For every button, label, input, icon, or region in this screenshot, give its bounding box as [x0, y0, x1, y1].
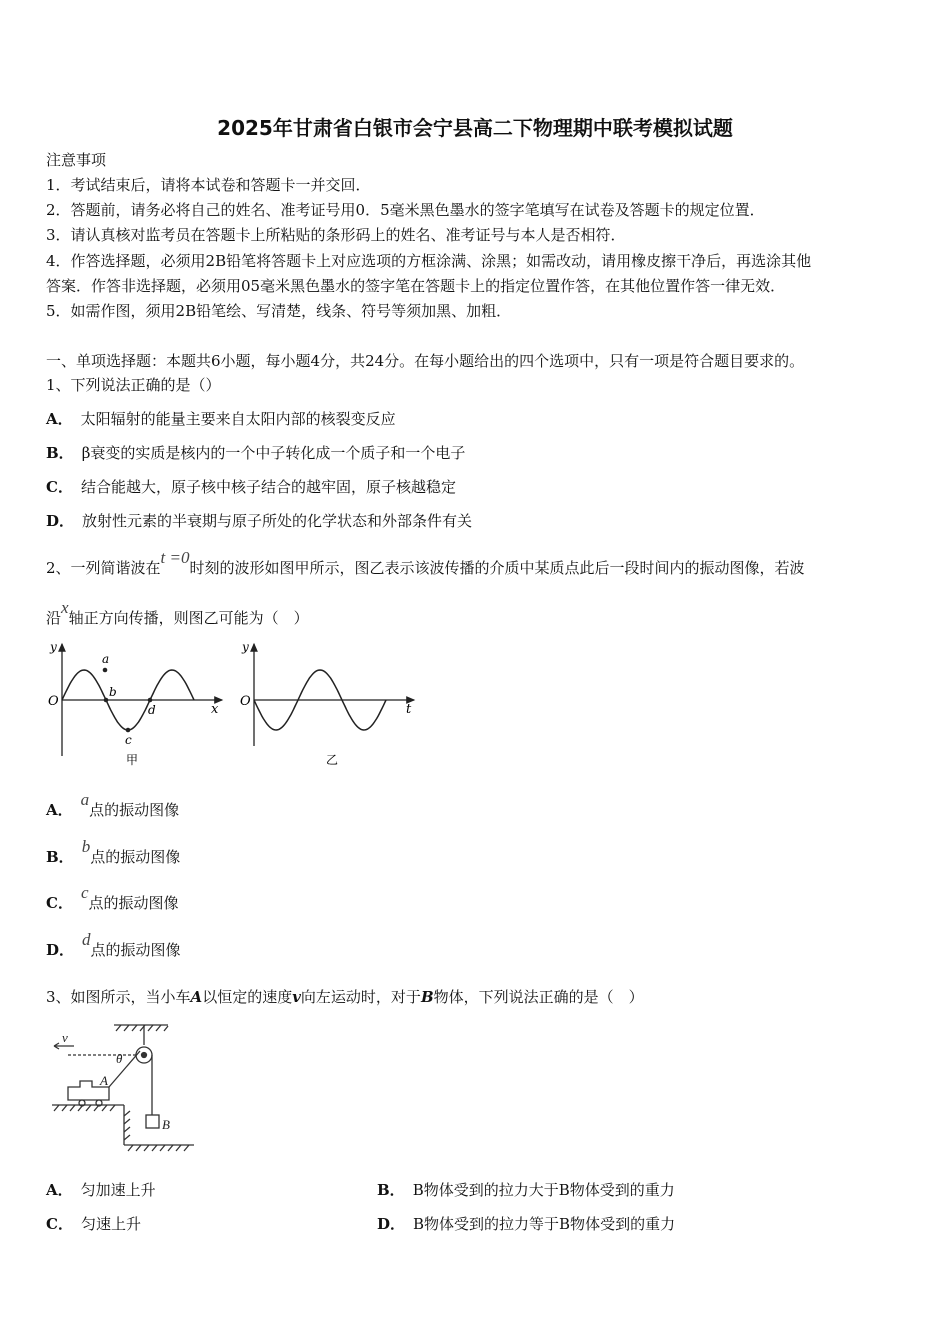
option-text: 太阳辐射的能量主要来自太阳内部的核裂变反应 [80, 410, 396, 428]
q1-option-b[interactable] [46, 443, 465, 463]
q3-option-a[interactable] [46, 1180, 156, 1200]
option-text: B物体受到的拉力等于B物体受到的重力 [413, 1215, 676, 1233]
figure-label-jia: 甲 [126, 753, 139, 767]
theta-label: θ [116, 1051, 123, 1066]
option-key: C． [46, 894, 73, 912]
pulley-cart-figure [44, 1015, 204, 1160]
math-t0: t =0 [160, 548, 190, 567]
stem-text: 3、如图所示，当小车 [46, 988, 191, 1006]
option-text: 结合能越大，原子核中核子结合的越牢固，原子核越稳定 [80, 478, 456, 496]
math-v: v [292, 988, 301, 1006]
block-b-label: B [162, 1117, 170, 1132]
q1-option-d[interactable] [46, 511, 472, 531]
notice-item: 5．如需作图，须用2B铅笔绘、写清楚，线条、符号等须加黑、加粗． [46, 302, 512, 320]
option-text: 点的振动图像 [89, 801, 180, 819]
option-text: 匀速上升 [80, 1215, 141, 1233]
notice-heading: 注意事项 [46, 151, 107, 169]
math-A: A [190, 988, 203, 1006]
math-B: B [420, 988, 434, 1006]
axis-y-label: y [50, 640, 57, 654]
q2-option-d[interactable] [46, 930, 181, 960]
q1-option-a[interactable] [46, 409, 396, 429]
notice-item: 答案．作答非选择题，必须用05毫米黑色墨水的签字笔在答题卡上的指定位置作答，在其他位置作答一律无效． [46, 277, 786, 295]
page-title: 2025年甘肃省白银市会宁县高二下物理期中联考模拟试题 [217, 116, 733, 140]
option-text: 点的振动图像 [90, 941, 181, 959]
question-2-stem [46, 548, 805, 578]
option-key: C． [46, 478, 73, 496]
q2-option-b[interactable] [46, 837, 181, 867]
option-key: B． [377, 1181, 405, 1199]
q3-option-b[interactable] [377, 1180, 675, 1200]
point-d-label: d [148, 703, 156, 717]
notice-item: 2．答题前，请务必将自己的姓名、准考证号用0．5毫米黑色墨水的签字笔填写在试卷及答题卡的规定位置． [46, 201, 765, 219]
stem-text: 物体，下列说法正确的是（ ） [433, 988, 644, 1006]
option-key: D． [377, 1215, 406, 1233]
option-key: A． [46, 410, 73, 428]
stem-text: 时刻的波形如图甲所示，图乙表示该波传播的介质中某质点此后一段时间内的振动图像，若波 [189, 559, 805, 577]
question-2-stem-cont [46, 598, 309, 628]
q3-option-c[interactable] [46, 1214, 141, 1234]
option-key: A． [46, 801, 73, 819]
option-text: 点的振动图像 [90, 848, 181, 866]
axis-y-label: y [242, 640, 249, 654]
option-text: B物体受到的拉力大于B物体受到的重力 [412, 1181, 675, 1199]
q3-option-d[interactable] [377, 1214, 675, 1234]
math-var: a [80, 790, 90, 809]
question-1-stem: 1、下列说法正确的是（） [46, 376, 221, 394]
stem-text: 向左运动时，对于 [300, 988, 421, 1006]
math-var: d [82, 930, 91, 949]
option-text: 匀加速上升 [80, 1181, 156, 1199]
q1-option-c[interactable] [46, 477, 456, 497]
option-key: A． [46, 1181, 73, 1199]
stem-text: 以恒定的速度 [202, 988, 293, 1006]
point-a-label: a [102, 652, 110, 666]
vibration-figure-yi [236, 636, 421, 771]
math-var: b [81, 837, 91, 856]
stem-text: 2、一列简谐波在 [46, 559, 161, 577]
section-heading: 一、单项选择题：本题共6小题，每小题4分，共24分。在每小题给出的四个选项中，只有一项是符合题目要求的。 [46, 352, 805, 370]
option-text: β衰变的实质是核内的一个中子转化成一个质子和一个电子 [81, 444, 466, 462]
cart-a-label: A [100, 1073, 108, 1088]
option-text: 点的振动图像 [88, 894, 179, 912]
option-key: D． [46, 512, 75, 530]
point-c-label: c [125, 733, 132, 747]
wave-figure-jia [44, 636, 229, 771]
option-text: 放射性元素的半衰期与原子所处的化学状态和外部条件有关 [82, 512, 473, 530]
stem-text: 沿 [46, 609, 62, 627]
option-key: B． [46, 444, 74, 462]
notice-item: 1．考试结束后，请将本试卷和答题卡一并交回． [46, 176, 371, 194]
stem-text: 轴正方向传播，则图乙可能为（ ） [68, 609, 309, 627]
velocity-label: v [62, 1030, 68, 1045]
notice-item: 4．作答选择题，必须用2B铅笔将答题卡上对应选项的方框涂满、涂黑；如需改动，请用橡皮擦干净后，再选涂其他 [46, 252, 812, 270]
q2-option-c[interactable] [46, 883, 179, 913]
math-var: c [80, 883, 89, 902]
option-key: D． [46, 941, 75, 959]
math-x: x [61, 598, 69, 617]
notice-item: 3．请认真核对监考员在答题卡上所粘贴的条形码上的姓名、准考证号与本人是否相符． [46, 226, 626, 244]
figure-label-yi: 乙 [326, 753, 339, 767]
question-3-stem [46, 987, 644, 1007]
q2-option-a[interactable] [46, 790, 180, 820]
point-b-label: b [109, 685, 117, 699]
origin-label: O [240, 694, 251, 709]
origin-label: O [48, 694, 59, 709]
option-key: C． [46, 1215, 73, 1233]
option-key: B． [46, 848, 74, 866]
axis-t-label: t [406, 702, 412, 717]
axis-x-label: x [211, 702, 219, 717]
